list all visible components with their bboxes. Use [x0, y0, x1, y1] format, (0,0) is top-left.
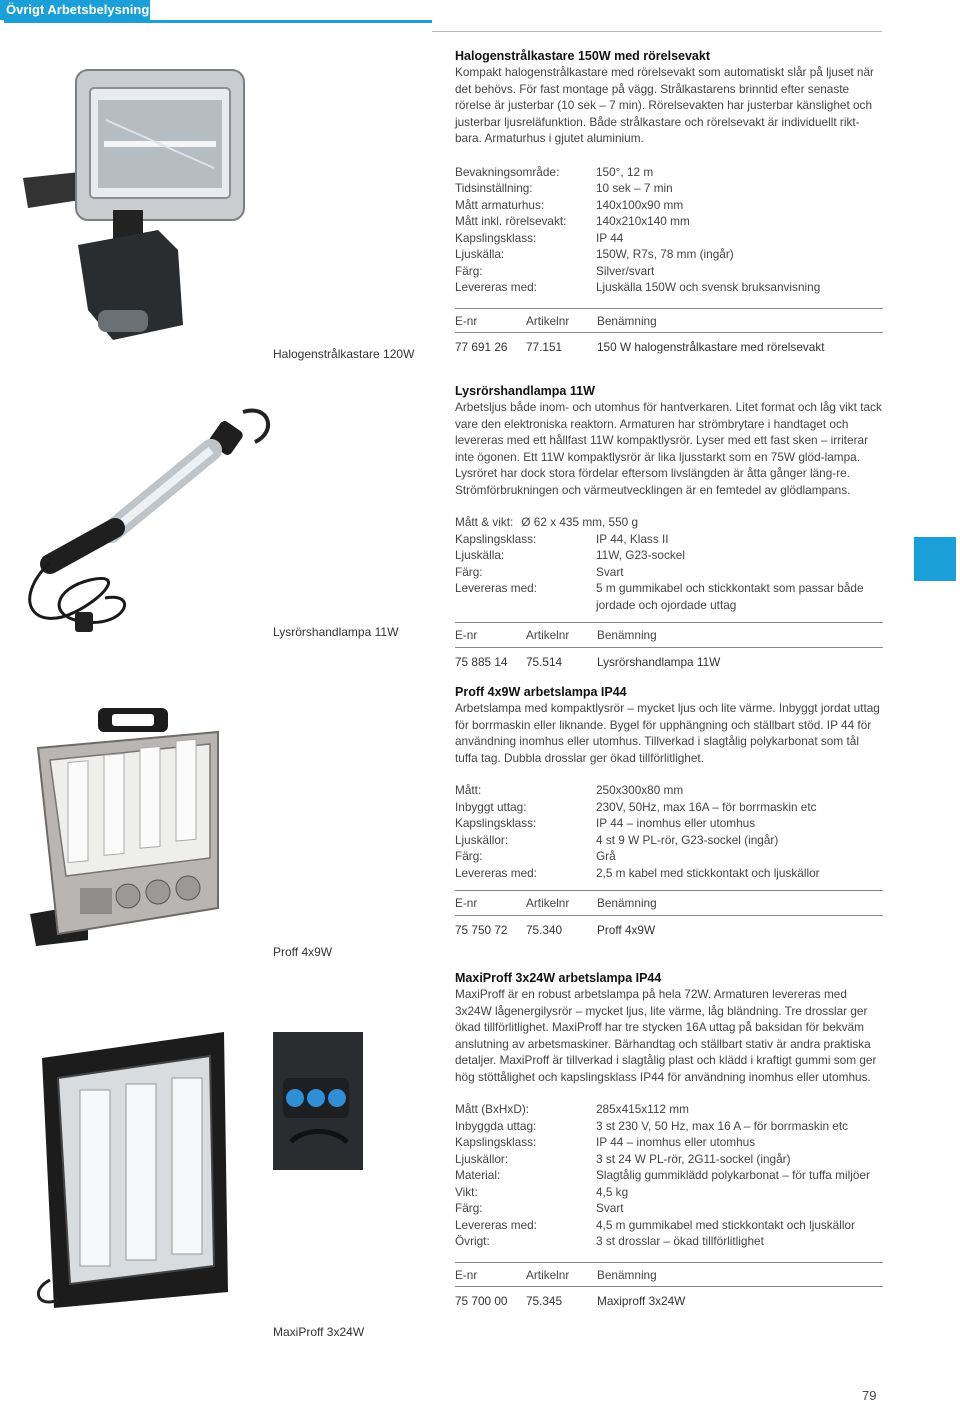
- order-row: [455, 648, 883, 671]
- spec-value: Svart: [596, 1201, 624, 1215]
- order-row: [455, 333, 883, 356]
- spec-key: Ljuskällor:: [455, 1151, 509, 1166]
- spec-row: [455, 197, 883, 214]
- spec-value: Silver/svart: [596, 263, 655, 278]
- order-table-header: [455, 1262, 883, 1288]
- spec-key: Material:: [455, 1168, 501, 1182]
- spec-value: 4,5 m gummikabel med stickkontakt och ljuskällor: [596, 1217, 855, 1232]
- spec-row: [455, 580, 883, 613]
- column-header-artikelnr: Artikelnr: [526, 896, 570, 910]
- spec-list: [455, 782, 883, 881]
- spec-row: [455, 531, 883, 548]
- spec-value: Grå: [596, 849, 616, 863]
- spec-value: 140x100x90 mm: [596, 197, 684, 212]
- spec-key: Färg:: [455, 1201, 483, 1215]
- order-enr: 75 700 00: [455, 1294, 508, 1308]
- column-header-benamning: Benämning: [597, 628, 657, 642]
- spec-value: Ø 62 x 435 mm, 550 g: [521, 515, 639, 529]
- spec-list: [455, 514, 883, 613]
- spec-value: 150°, 12 m: [596, 164, 654, 179]
- spec-key: Färg:: [455, 564, 483, 579]
- spec-value: Svart: [596, 564, 624, 579]
- section-marker-tab: [914, 537, 956, 581]
- spec-value: 250x300x80 mm: [596, 783, 684, 797]
- spec-row: [455, 1233, 883, 1250]
- spec-row: [455, 514, 883, 531]
- spec-key: Mått:: [455, 783, 482, 797]
- spec-key: Mått inkl. rörelsevakt:: [455, 214, 567, 228]
- product-caption: MaxiProff 3x24W: [273, 1325, 365, 1339]
- spec-list: [455, 1101, 883, 1250]
- spec-row: [455, 782, 883, 799]
- spec-key: Kapslingsklass:: [455, 816, 537, 830]
- spec-row: [455, 1184, 883, 1201]
- product-section-maxiproff: [455, 970, 883, 1310]
- spec-key: Kapslingsklass:: [455, 531, 537, 546]
- spec-key: Kapslingsklass:: [455, 230, 537, 245]
- spec-row: [455, 164, 883, 181]
- spec-value: 4 st 9 W PL-rör, G23-sockel (ingår): [596, 832, 779, 847]
- order-benamning: Maxiproff 3x24W: [597, 1294, 686, 1308]
- spec-value: 2,5 m kabel med stickkontakt och ljuskällor: [596, 865, 820, 880]
- order-row: [455, 916, 883, 939]
- order-benamning: 150 W halogenstrålkastare med rörelsevakt: [597, 340, 825, 354]
- spec-key: Ljuskällor:: [455, 832, 509, 847]
- spec-row: [455, 1200, 883, 1217]
- order-benamning: Proff 4x9W: [597, 922, 656, 937]
- product-description: Kompakt halogenstrålkastare med rörelsevakt som automatiskt slår på ljuset när det behövs. För fast montage på vägg. Strålkastarens brinntid efter senaste rörelse är justerbar (10 sek – 7 min). Rörelsevakten har justerbar känslighet och justerbar ljusreläfunktion. Både strålkastare och rörelsevakt är individuellt rikt-bara. Armaturhus i gjutet aluminium.: [455, 65, 874, 145]
- spec-key: Tidsinställning:: [455, 181, 533, 195]
- spec-value: 3 st 24 W PL-rör, 2G11-sockel (ingår): [596, 1151, 791, 1166]
- spec-key: Mått (BxHxD):: [455, 1102, 530, 1116]
- spec-row: [455, 246, 883, 263]
- spec-key: Levereras med:: [455, 280, 537, 294]
- spec-key: Inbyggt uttag:: [455, 799, 527, 814]
- spec-value: 150W, R7s, 78 mm (ingår): [596, 247, 734, 261]
- column-header-enr: E-nr: [455, 896, 478, 910]
- order-table-header: [455, 308, 883, 334]
- order-row: [455, 1287, 883, 1310]
- maxiproff-worklamp-image: [28, 1030, 233, 1310]
- spec-key: Levereras med:: [455, 1217, 537, 1232]
- spec-row: [455, 1118, 883, 1135]
- order-artikelnr: 75.340: [526, 922, 563, 937]
- spec-value: IP 44 – inomhus eller utomhus: [596, 816, 756, 830]
- spec-list: [455, 164, 883, 296]
- column-header-benamning: Benämning: [597, 1267, 657, 1282]
- header-tab: [0, 0, 150, 20]
- spec-value: 140x210x140 mm: [596, 214, 690, 228]
- spec-value: IP 44, Klass II: [596, 531, 669, 546]
- proff-worklamp-image: [28, 708, 233, 950]
- product-title: Proff 4x9W arbetslampa IP44: [455, 685, 627, 699]
- header-accent-line: [4, 20, 432, 23]
- spec-value: 3 st drosslar – ökad tillförlitlighet: [596, 1234, 764, 1248]
- order-enr: 77 691 26: [455, 340, 508, 354]
- spec-value: 3 st 230 V, 50 Hz, max 16 A – för borrmaskin etc: [596, 1118, 849, 1133]
- product-title: Lysrörshandlampa 11W: [455, 384, 595, 398]
- order-benamning: Lysrörshandlampa 11W: [597, 654, 721, 669]
- spec-value: Ljuskälla 150W och svensk bruksanvisning: [596, 280, 821, 294]
- spec-key: Bevakningsområde:: [455, 164, 560, 179]
- product-title: Halogenstrålkastare 150W med rörelsevakt: [455, 49, 710, 63]
- spec-row: [455, 263, 883, 280]
- halogen-floodlight-image: [18, 60, 248, 350]
- order-artikelnr: 75.514: [526, 654, 563, 669]
- spec-key: Kapslingsklass:: [455, 1135, 537, 1149]
- spec-row: [455, 1134, 883, 1151]
- column-header-benamning: Benämning: [597, 896, 657, 910]
- order-artikelnr: 75.345: [526, 1294, 563, 1308]
- spec-row: [455, 832, 883, 849]
- spec-row: [455, 865, 883, 882]
- spec-key: Levereras med:: [455, 865, 537, 880]
- order-enr: 75 885 14: [455, 654, 508, 669]
- product-description: MaxiProff är en robust arbetslampa på hela 72W. Armaturen levereras med 3x24W lågenergilysrör – mycket ljus, lite värme, låg bländning. Tre drosslar ger ökad tillförlitlighet. MaxiProff har tre stycken 16A uttag på baksidan för bekväm anslutning av arbetsmaskiner. Bärhandtag och ställbart stativ är andra praktiska detaljer. MaxiProff är tillverkad i slagtålig plast och klädd i kraftigt gummi som ger hög stöttålighet och kapslingsklass IP44 för användning inomhus eller utomhus.: [455, 987, 877, 1084]
- spec-value: 4,5 kg: [596, 1184, 629, 1199]
- column-header-enr: E-nr: [455, 1267, 478, 1282]
- spec-value: 5 m gummikabel och stickkontakt som passar både jordade och ojordade uttag: [596, 581, 864, 612]
- spec-key: Färg:: [455, 849, 483, 863]
- spec-value: IP 44: [596, 230, 624, 245]
- order-artikelnr: 77.151: [526, 340, 563, 354]
- spec-value: 230V, 50Hz, max 16A – för borrmaskin etc: [596, 799, 817, 814]
- page-number: 79: [862, 1388, 877, 1402]
- spec-row: [455, 1217, 883, 1234]
- spec-key: Levereras med:: [455, 581, 537, 595]
- page-title: Övrigt Arbetsbelysning: [6, 2, 150, 17]
- spec-value: IP 44 – inomhus eller utomhus: [596, 1135, 756, 1149]
- column-header-artikelnr: Artikelnr: [526, 313, 570, 328]
- order-enr: 75 750 72: [455, 922, 508, 937]
- spec-row: [455, 213, 883, 230]
- product-title: MaxiProff 3x24W arbetslampa IP44: [455, 971, 662, 985]
- product-caption: Proff 4x9W: [273, 945, 333, 959]
- spec-value: 11W, G23-sockel: [596, 548, 685, 562]
- column-header-artikelnr: Artikelnr: [526, 628, 570, 642]
- header-divider: [432, 31, 882, 32]
- spec-key: Ljuskälla:: [455, 548, 505, 562]
- spec-key: Ljuskälla:: [455, 247, 505, 261]
- product-section-halogen: [455, 48, 883, 356]
- spec-row: [455, 180, 883, 197]
- spec-row: [455, 799, 883, 816]
- spec-row: [455, 230, 883, 247]
- spec-row: [455, 279, 883, 296]
- spec-key: Färg:: [455, 263, 483, 278]
- spec-value: 285x415x112 mm: [596, 1102, 689, 1116]
- maxiproff-sockets-image: [273, 1032, 363, 1170]
- spec-key: Vikt:: [455, 1184, 478, 1199]
- product-description: Arbetsljus både inom- och utomhus för hantverkaren. Litet format och låg vikt tack vare den elektroniska reaktorn. Armaturen har strömbrytare i handtaget och levereras med ett hållfast 11W kompaktlysrör. Lyser med ett fast sken – irriterar inte ögonen. Ett 11W kompaktlysrör är lika ljusstarkt som en 75W glöd-lampa. Lysröret har dock stora fördelar eftersom livslängden är åtta gånger läng-re. Strömförbrukningen och värmeutvecklingen är en femtedel av glödlampans.: [455, 400, 882, 497]
- spec-row: [455, 547, 883, 564]
- spec-key: Mått armaturhus:: [455, 197, 545, 212]
- product-description: Arbetslampa med kompaktlysrör – mycket ljus och lite värme. Inbyggt jordat uttag för borrmaskin eller liknande. Bygel för upphängning och ställbart stöd. IP 44 för användning inomhus eller utomhus. Tillverkad i slagtålig polykarbonat som tål tuffa tag. Dubbla drosslar ger ökad tillförlitlighet.: [455, 701, 880, 765]
- handlamp-image: [15, 402, 275, 637]
- spec-row: [455, 564, 883, 581]
- column-header-artikelnr: Artikelnr: [526, 1267, 570, 1282]
- spec-key: Övrigt:: [455, 1234, 490, 1248]
- spec-key: Inbyggda uttag:: [455, 1118, 537, 1133]
- product-caption: Halogenstrålkastare 120W: [273, 347, 415, 361]
- spec-row: [455, 1151, 883, 1168]
- column-header-enr: E-nr: [455, 628, 478, 642]
- spec-value: 10 sek – 7 min: [596, 181, 673, 195]
- product-caption: Lysrörshandlampa 11W: [273, 625, 399, 639]
- spec-row: [455, 848, 883, 865]
- spec-value: Slagtålig gummiklädd polykarbonat – för tuffa miljöer: [596, 1168, 870, 1182]
- spec-key: Mått & vikt:: [455, 515, 514, 529]
- product-section-proff: [455, 684, 883, 938]
- header-bar: [0, 0, 960, 22]
- column-header-benamning: Benämning: [597, 313, 657, 328]
- spec-row: [455, 815, 883, 832]
- column-header-enr: E-nr: [455, 313, 478, 328]
- order-table-header: [455, 890, 883, 916]
- product-section-handlamp: [455, 383, 883, 670]
- spec-row: [455, 1101, 883, 1118]
- order-table-header: [455, 622, 883, 648]
- spec-row: [455, 1167, 883, 1184]
